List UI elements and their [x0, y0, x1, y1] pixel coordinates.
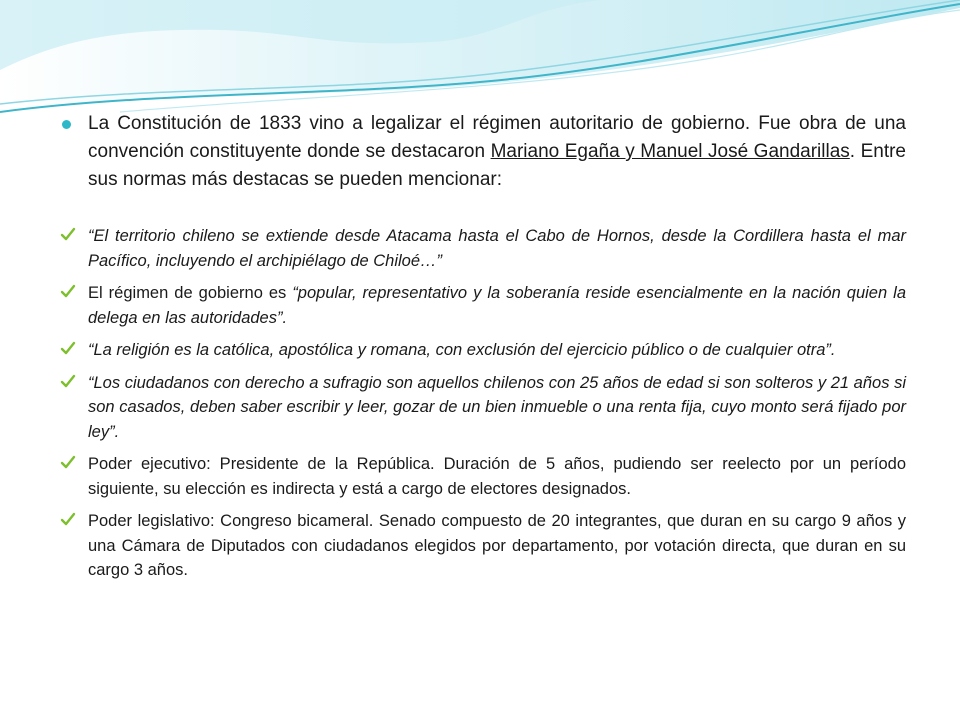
- norms-list: [60, 224, 906, 583]
- intro-underlined-names: Mariano Egaña y Manuel José Gandarillas: [490, 141, 850, 162]
- list-item: [60, 338, 906, 363]
- checkmark-icon: [60, 283, 76, 299]
- item-plain: Poder legislativo: Congreso bicameral. Senado compuesto de 20 integrantes, que duran en su cargo 9 años y una Cámara de Diputados con ciudadanos elegidos por departamento, por votación directa, que duran en su cargo 3 años.: [88, 512, 906, 579]
- item-plain: El régimen de gobierno es: [88, 284, 293, 302]
- checkmark-icon: [60, 373, 76, 389]
- slide-content: [60, 110, 906, 591]
- list-item: [60, 371, 906, 445]
- intro-text-before: La Constitución de 1833 vino a legalizar el régimen autoritario de gobierno. Fue obra de una convención constituyente donde se destacaron: [88, 113, 906, 162]
- checkmark-icon: [60, 454, 76, 470]
- list-item: [60, 281, 906, 330]
- item-plain: Poder ejecutivo: Presidente de la República. Duración de 5 años, pudiendo ser reelecto por un período siguiente, su elección es indirecta y está a cargo de electores designados.: [88, 455, 906, 498]
- list-item: [60, 224, 906, 273]
- item-italic: “Los ciudadanos con derecho a sufragio son aquellos chilenos con 25 años de edad si son solteros y 21 años si son casados, deben saber escribir y leer, gozar de un bien inmueble o una renta fija, cuyo monto será fijado por ley”.: [88, 373, 906, 441]
- checkmark-icon: [60, 226, 76, 242]
- intro-paragraph: [60, 110, 906, 194]
- item-italic: “La religión es la católica, apostólica y romana, con exclusión del ejercicio público o de cualquier otra”.: [88, 341, 836, 359]
- checkmark-icon: [60, 511, 76, 527]
- checkmark-icon: [60, 340, 76, 356]
- bullet-dot-icon: [62, 120, 71, 129]
- intro-text-after: . Entre sus normas más destacas se pueden mencionar:: [88, 141, 907, 190]
- item-italic: “popular, representativo y la soberanía reside esencialmente en la nación quien la delega en las autoridades”.: [88, 284, 906, 327]
- header-wave-decoration: [0, 0, 960, 120]
- list-item: [60, 509, 906, 583]
- list-item: [60, 452, 906, 501]
- item-italic: “El territorio chileno se extiende desde Atacama hasta el Cabo de Hornos, desde la Cordillera hasta el mar Pacífico, incluyendo el archipiélago de Chiloé…”: [88, 227, 906, 270]
